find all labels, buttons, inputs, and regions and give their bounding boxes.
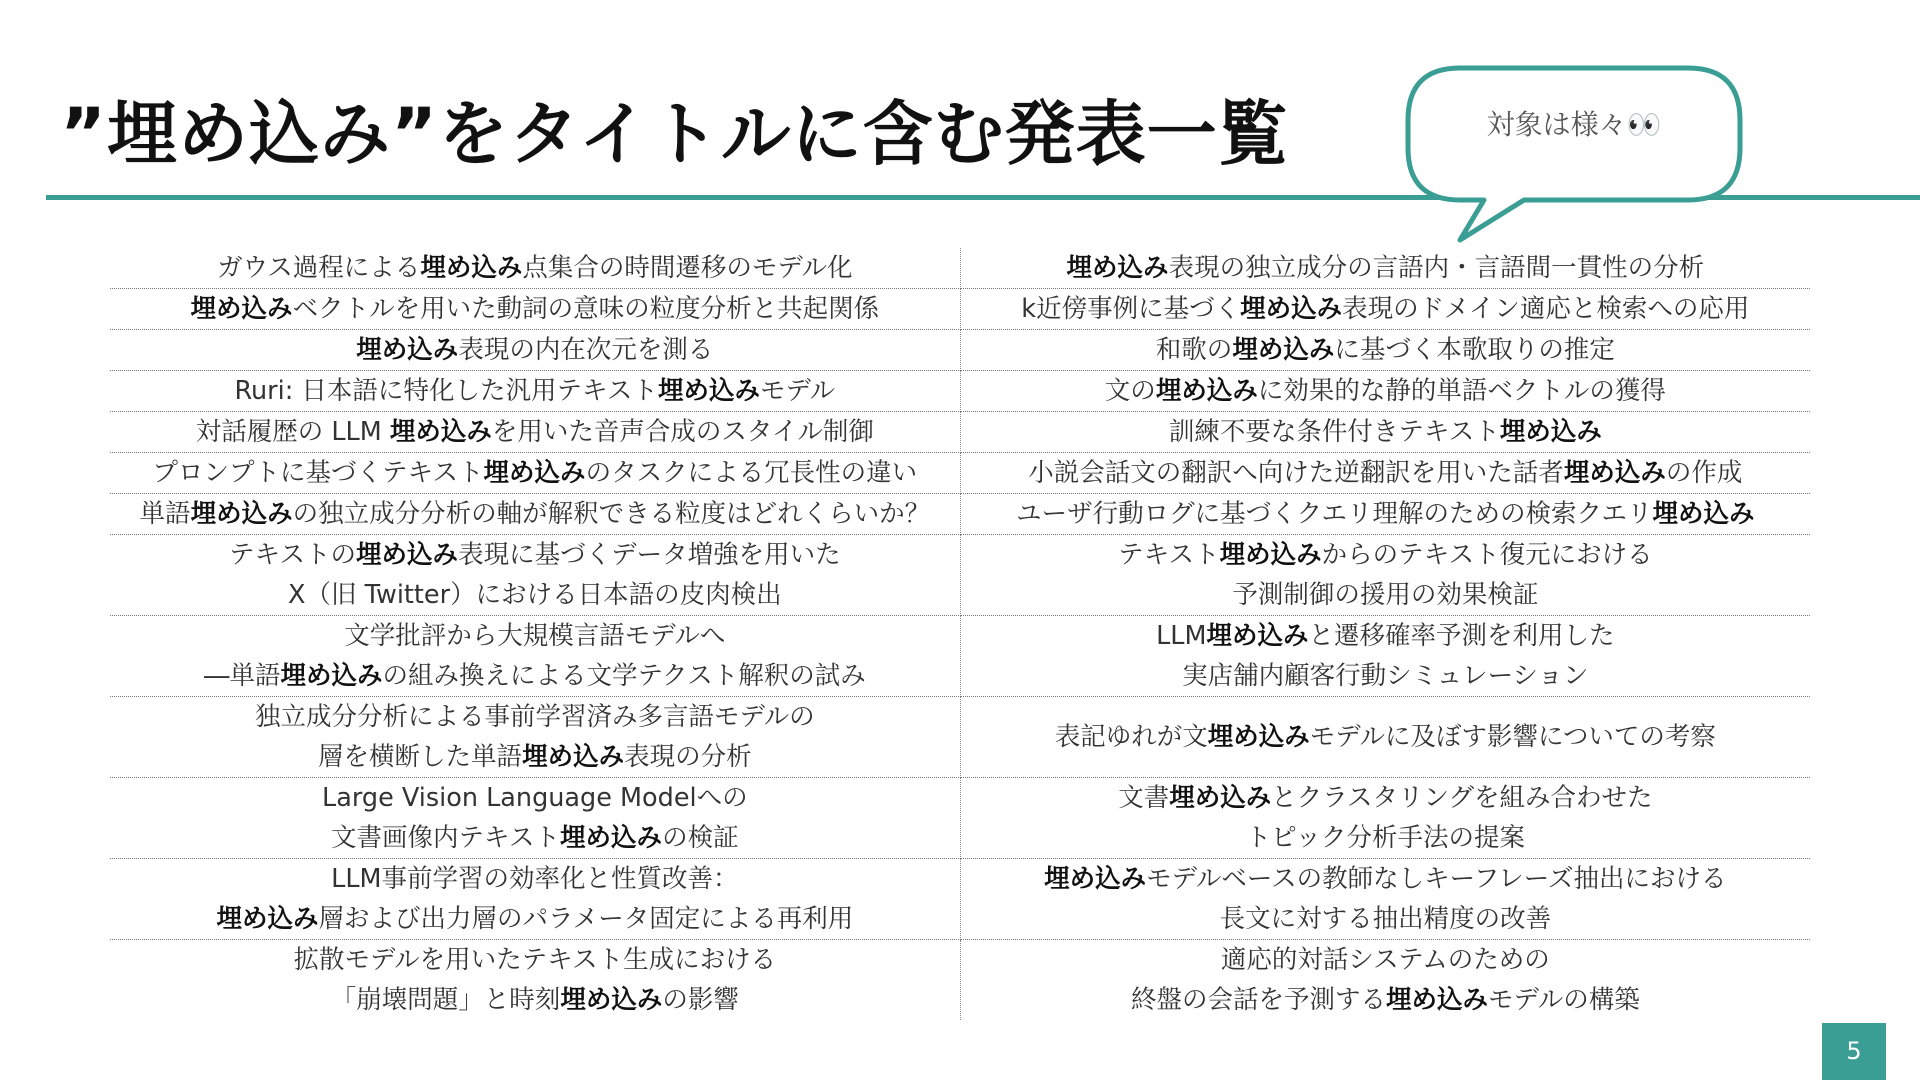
title-text: 適応的対話システムのための — [1220, 945, 1550, 975]
title-text: ベクトルを用いた動詞の意味の粒度分析と共起関係 — [292, 294, 880, 324]
talk-title-line — [110, 859, 960, 899]
title-text: ユーザ行動ログに基づくクエリ理解のための検索クエリ — [1016, 499, 1653, 529]
title-text: k近傍事例に基づく — [1021, 294, 1241, 324]
title-text: ガウス過程による — [217, 253, 421, 283]
talk-title-line — [110, 940, 960, 980]
title-text: 長文に対する抽出精度の改善 — [1219, 904, 1552, 934]
talk-row — [110, 859, 1810, 940]
talk-title-line — [110, 778, 960, 818]
keyword-highlight: 埋め込み — [1066, 253, 1169, 283]
talk-title-line — [110, 656, 960, 696]
keyword-highlight: 埋め込み — [1563, 458, 1666, 488]
talk-title-line — [110, 371, 960, 411]
talk-title-left — [110, 289, 960, 330]
talk-title-line — [961, 412, 1810, 452]
title-text: 層および出力層のパラメータ固定による再利用 — [318, 904, 854, 934]
callout-text: 対象は様々👀 — [1486, 108, 1662, 141]
title-text: を用いた音声合成のスタイル制御 — [491, 417, 874, 447]
talk-title-line — [961, 818, 1810, 858]
title-text: 文書 — [1118, 783, 1170, 813]
talk-title-line — [110, 289, 960, 329]
title-text: 「崩壊問題」と時刻 — [330, 985, 561, 1015]
title-text: 表現の分析 — [624, 742, 752, 772]
talk-title-line — [961, 575, 1810, 615]
keyword-highlight: 埋め込み — [1169, 783, 1272, 813]
title-text: 表現のドメイン適応と検索への応用 — [1342, 294, 1750, 324]
title-text: の組み換えによる文学テクスト解釈の試み — [382, 661, 866, 691]
talk-list-table — [110, 248, 1810, 1020]
talk-row — [110, 616, 1810, 697]
title-text: 文学批評から大規模言語モデルへ — [344, 621, 726, 651]
talk-title-right — [960, 330, 1810, 371]
talk-title-line — [961, 494, 1810, 534]
title-text: 文の — [1104, 376, 1156, 406]
talk-title-right — [960, 616, 1810, 697]
talk-row — [110, 248, 1810, 289]
title-text: 表記ゆれが文 — [1054, 722, 1208, 752]
title-text: トピック分析手法の提案 — [1245, 823, 1526, 853]
talk-row — [110, 371, 1810, 412]
talk-title-left — [110, 494, 960, 535]
talk-title-left — [110, 778, 960, 859]
talk-title-right — [960, 778, 1810, 859]
talk-row — [110, 697, 1810, 778]
title-text: に基づく本歌取りの推定 — [1334, 335, 1615, 365]
title-text: 予測制御の援用の効果検証 — [1232, 580, 1539, 610]
page-number: 5 — [1822, 1023, 1886, 1080]
talk-title-line — [110, 737, 960, 777]
title-text: Ruri: 日本語に特化した汎用テキスト — [234, 376, 658, 406]
title-text: の独立成分分析の軸が解釈できる粒度はどれくらいか？ — [292, 499, 931, 529]
keyword-highlight: 埋め込み — [1044, 864, 1147, 894]
title-text: X（旧 Twitter）における日本語の皮肉検出 — [288, 580, 782, 610]
talk-title-line — [110, 453, 960, 493]
talk-title-left — [110, 412, 960, 453]
title-text: とクラスタリングを組み合わせた — [1271, 783, 1653, 813]
keyword-highlight: 埋め込み — [1499, 417, 1602, 447]
keyword-highlight: 埋め込み — [356, 335, 459, 365]
talk-title-line — [961, 330, 1810, 370]
title-text: 終盤の会話を予測する — [1130, 985, 1386, 1015]
title-text: モデル — [759, 376, 836, 406]
keyword-highlight: 埋め込み — [420, 253, 523, 283]
title-text: 層を横断した単語 — [318, 742, 523, 772]
talk-title-left — [110, 371, 960, 412]
talk-title-line — [961, 656, 1810, 696]
talk-title-right — [960, 453, 1810, 494]
keyword-highlight: 埋め込み — [657, 376, 760, 406]
keyword-highlight: 埋め込み — [216, 904, 319, 934]
talk-title-line — [961, 717, 1810, 757]
talk-row — [110, 778, 1810, 859]
keyword-highlight: 埋め込み — [356, 540, 459, 570]
keyword-highlight: 埋め込み — [1652, 499, 1755, 529]
talk-row — [110, 535, 1810, 616]
talk-title-right — [960, 248, 1810, 289]
talk-title-line — [110, 412, 960, 452]
talk-title-line — [961, 778, 1810, 818]
talk-title-left — [110, 940, 960, 1021]
talk-title-line — [110, 535, 960, 575]
keyword-highlight: 埋め込み — [1240, 294, 1343, 324]
title-text: 訓練不要な条件付きテキスト — [1168, 417, 1500, 447]
title-text: テキスト — [1118, 540, 1220, 570]
talk-title-line — [110, 980, 960, 1020]
title-text: モデルの構築 — [1487, 985, 1640, 1015]
talk-title-line — [110, 494, 960, 534]
keyword-highlight: 埋め込み — [1232, 335, 1335, 365]
title-text: の検証 — [662, 823, 739, 853]
talk-title-line — [961, 289, 1810, 329]
talk-title-line — [110, 616, 960, 656]
keyword-highlight: 埋め込み — [522, 742, 625, 772]
talk-title-left — [110, 697, 960, 778]
talk-title-right — [960, 697, 1810, 778]
talk-row — [110, 412, 1810, 453]
talk-title-right — [960, 412, 1810, 453]
talk-title-line — [110, 899, 960, 939]
title-text: と遷移確率予測を利用した — [1308, 621, 1615, 651]
title-text: に効果的な静的単語ベクトルの獲得 — [1257, 376, 1666, 406]
title-text: モデルに及ぼす影響についての考察 — [1309, 722, 1716, 752]
talk-title-left — [110, 453, 960, 494]
talk-title-left — [110, 330, 960, 371]
talk-row — [110, 940, 1810, 1021]
title-text: LLM事前学習の効率化と性質改善： — [331, 864, 739, 894]
keyword-highlight: 埋め込み — [190, 294, 293, 324]
talk-title-line — [961, 453, 1810, 493]
talk-title-line — [110, 248, 960, 288]
talk-title-line — [961, 616, 1810, 656]
talk-row — [110, 289, 1810, 330]
keyword-highlight: 埋め込み — [280, 661, 383, 691]
talk-title-line — [961, 248, 1810, 288]
title-text: 小説会話文の翻訳へ向けた逆翻訳を用いた話者 — [1028, 458, 1564, 488]
talk-title-left — [110, 859, 960, 940]
talk-title-line — [961, 940, 1810, 980]
title-text: LLM — [1156, 621, 1207, 651]
title-text: 文書画像内テキスト — [331, 823, 561, 853]
keyword-highlight: 埋め込み — [1207, 722, 1310, 752]
title-text: 表現に基づくデータ増強を用いた — [458, 540, 841, 570]
talk-title-right — [960, 289, 1810, 330]
keyword-highlight: 埋め込み — [560, 823, 663, 853]
talk-title-left — [110, 616, 960, 697]
talk-title-right — [960, 859, 1810, 940]
title-text: 表現の内在次元を測る — [458, 335, 714, 365]
title-text: の作成 — [1665, 458, 1743, 488]
talk-title-right — [960, 371, 1810, 412]
title-text: 拡散モデルを用いたテキスト生成における — [293, 945, 777, 975]
talk-title-line — [110, 330, 960, 370]
keyword-highlight: 埋め込み — [560, 985, 663, 1015]
title-text: 独立成分分析による事前学習済み多言語モデルの — [254, 702, 815, 732]
title-text: 実店舗内顧客行動シミュレーション — [1182, 661, 1589, 691]
slide-title: ”埋め込み”をタイトルに含む発表一覧 — [60, 93, 1289, 175]
title-text: テキストの — [229, 540, 357, 570]
keyword-highlight: 埋め込み — [1155, 376, 1258, 406]
title-text: 表現の独立成分の言語内・言語間一貫性の分析 — [1168, 253, 1705, 283]
talk-row — [110, 453, 1810, 494]
title-text: の影響 — [662, 985, 739, 1015]
talk-title-left — [110, 535, 960, 616]
talk-title-left — [110, 248, 960, 289]
title-text: 和歌の — [1155, 335, 1233, 365]
keyword-highlight: 埋め込み — [190, 499, 293, 529]
talk-title-line — [961, 535, 1810, 575]
talk-title-right — [960, 494, 1810, 535]
talk-title-line — [110, 575, 960, 615]
title-text: 対話履歴の LLM — [195, 417, 390, 447]
talk-title-line — [961, 980, 1810, 1020]
talk-title-line — [961, 859, 1810, 899]
title-text: からのテキスト復元における — [1321, 540, 1653, 570]
title-text: 点集合の時間遷移のモデル化 — [522, 253, 853, 283]
keyword-highlight: 埋め込み — [1385, 985, 1488, 1015]
title-text: Large Vision Language Modelへの — [322, 783, 748, 813]
title-text: ―単語 — [203, 661, 281, 691]
keyword-highlight: 埋め込み — [483, 458, 586, 488]
talk-title-line — [961, 371, 1810, 411]
title-text: のタスクによる冗長性の違い — [585, 458, 918, 488]
title-text: 単語 — [139, 499, 191, 529]
talk-title-right — [960, 535, 1810, 616]
title-text: プロンプトに基づくテキスト — [152, 458, 484, 488]
talk-title-line — [110, 818, 960, 858]
keyword-highlight: 埋め込み — [1219, 540, 1322, 570]
talk-title-right — [960, 940, 1810, 1021]
keyword-highlight: 埋め込み — [389, 417, 492, 447]
talk-title-line — [110, 697, 960, 737]
talk-row — [110, 330, 1810, 371]
keyword-highlight: 埋め込み — [1206, 621, 1309, 651]
title-text: モデルベースの教師なしキーフレーズ抽出における — [1146, 864, 1727, 894]
talk-row — [110, 494, 1810, 535]
talk-title-line — [961, 899, 1810, 939]
